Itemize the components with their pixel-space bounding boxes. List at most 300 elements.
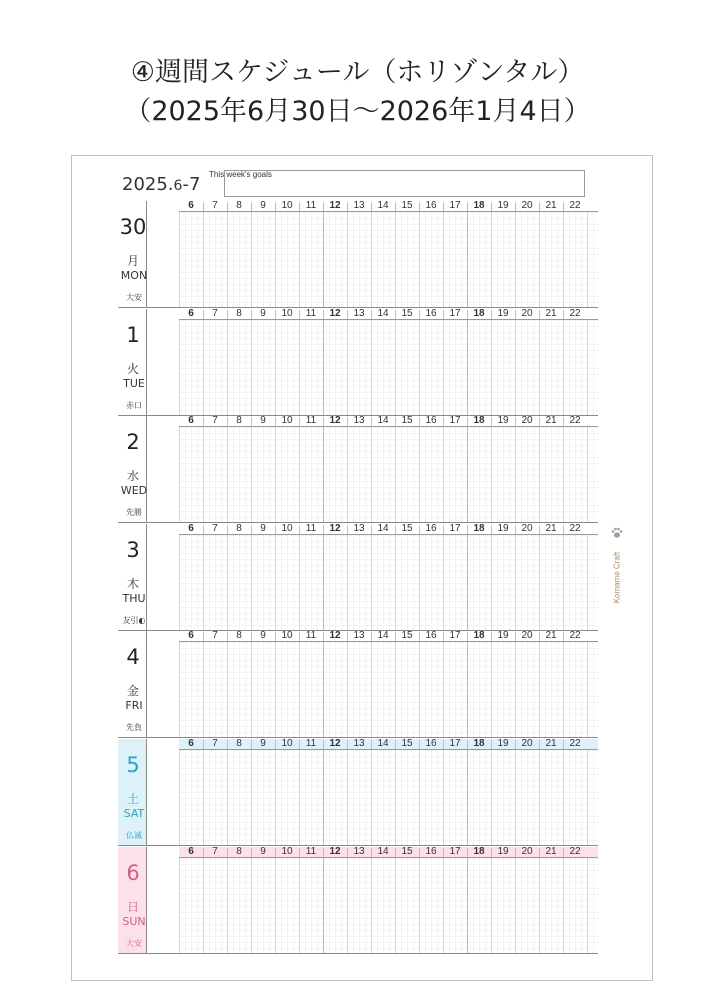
hour-label: 18 <box>473 630 485 642</box>
hour-label: 9 <box>260 415 266 427</box>
hour-divider <box>395 310 396 319</box>
hour-label: 10 <box>281 415 293 427</box>
hour-label: 8 <box>236 845 242 857</box>
hour-divider <box>395 525 396 534</box>
hour-label: 14 <box>377 630 389 642</box>
hour-divider <box>203 417 204 426</box>
hour-divider <box>323 848 324 857</box>
hour-label: 16 <box>425 522 437 534</box>
time-grid[interactable] <box>179 212 598 307</box>
hour-label: 17 <box>449 200 461 211</box>
hour-label: 16 <box>425 415 437 427</box>
hour-divider <box>539 740 540 749</box>
hour-label: 10 <box>281 307 293 319</box>
hour-label: 15 <box>401 200 413 211</box>
hour-label: 13 <box>353 738 365 749</box>
hour-label: 16 <box>425 738 437 749</box>
time-grid[interactable] <box>179 750 598 845</box>
day-number: 1 <box>126 322 140 347</box>
hour-divider <box>491 848 492 857</box>
hour-label: 9 <box>260 200 266 211</box>
hour-divider <box>419 632 420 641</box>
hour-label: 15 <box>401 307 413 319</box>
hour-label: 18 <box>473 738 485 749</box>
hour-divider <box>539 848 540 857</box>
hour-divider <box>539 632 540 641</box>
week-date-range <box>122 174 200 195</box>
time-grid[interactable] <box>179 320 598 415</box>
hour-divider <box>419 740 420 749</box>
hour-label: 17 <box>449 522 461 534</box>
hour-divider <box>275 202 276 211</box>
day-rokuyo: 先負 <box>126 723 142 733</box>
hour-divider <box>203 632 204 641</box>
hour-label: 13 <box>353 200 365 211</box>
day-weekday-kanji: 木 <box>126 576 139 591</box>
hour-label: 7 <box>212 415 218 427</box>
hour-label: 12 <box>329 415 341 427</box>
hour-header <box>179 201 598 212</box>
day-weekday-english: TUE <box>123 376 145 390</box>
hour-label: 20 <box>521 522 533 534</box>
time-grid[interactable] <box>179 535 598 630</box>
hour-label: 7 <box>212 522 218 534</box>
hour-divider <box>299 202 300 211</box>
day-number: 5 <box>126 753 140 777</box>
hour-label: 19 <box>497 738 509 749</box>
hour-label: 7 <box>212 200 218 211</box>
hour-label: 19 <box>497 630 509 642</box>
hour-label: 14 <box>377 738 389 749</box>
hour-label: 16 <box>425 200 437 211</box>
hour-label: 9 <box>260 738 266 749</box>
hour-divider <box>467 525 468 534</box>
hour-divider <box>371 202 372 211</box>
hour-label: 12 <box>329 738 341 749</box>
hour-label: 6 <box>188 307 194 319</box>
weekly-goals-label: This week's goals <box>209 170 272 179</box>
hour-divider <box>491 417 492 426</box>
hour-label: 8 <box>236 738 242 749</box>
hour-divider <box>323 525 324 534</box>
hour-label: 8 <box>236 630 242 642</box>
hour-label: 17 <box>449 738 461 749</box>
hour-label: 14 <box>377 307 389 319</box>
hour-divider <box>467 202 468 211</box>
hour-divider <box>371 848 372 857</box>
hour-divider <box>299 740 300 749</box>
hour-divider <box>443 525 444 534</box>
hour-divider <box>563 848 564 857</box>
hour-divider <box>251 525 252 534</box>
day-rokuyo: 赤口 <box>126 400 142 410</box>
day-label-column <box>118 201 147 308</box>
day-block <box>118 631 598 738</box>
hour-divider <box>227 632 228 641</box>
hour-label: 16 <box>425 307 437 319</box>
day-label-column <box>118 739 147 846</box>
hour-divider <box>515 632 516 641</box>
hour-label: 8 <box>236 307 242 319</box>
day-label-column <box>118 631 147 738</box>
hour-divider <box>275 740 276 749</box>
day-weekday-english: MON <box>120 269 148 282</box>
hour-divider <box>227 848 228 857</box>
day-weekday-kanji: 土 <box>126 792 139 806</box>
day-number: 30 <box>119 215 147 239</box>
hour-divider <box>563 525 564 534</box>
hour-divider <box>539 525 540 534</box>
hour-divider <box>299 525 300 534</box>
hour-divider <box>275 417 276 426</box>
hour-divider <box>347 632 348 641</box>
hour-label: 19 <box>497 845 509 857</box>
hour-label: 8 <box>236 200 242 211</box>
hour-label: 10 <box>281 630 293 642</box>
hour-label: 19 <box>497 522 509 534</box>
hour-label: 19 <box>497 307 509 319</box>
hour-label: 13 <box>353 845 365 857</box>
grid-dots <box>179 750 598 845</box>
hour-label: 6 <box>188 630 194 642</box>
hour-divider <box>395 632 396 641</box>
hour-divider <box>395 740 396 749</box>
hour-label: 11 <box>305 307 317 319</box>
hour-divider <box>251 740 252 749</box>
hour-divider <box>443 310 444 319</box>
hour-divider <box>515 525 516 534</box>
hour-divider <box>203 525 204 534</box>
hour-divider <box>203 202 204 211</box>
hour-divider <box>323 202 324 211</box>
hour-label: 18 <box>473 200 485 211</box>
hour-divider <box>347 310 348 319</box>
day-label-column <box>118 416 147 523</box>
hour-label: 12 <box>329 845 341 857</box>
hour-label: 22 <box>569 845 581 857</box>
hour-divider <box>563 740 564 749</box>
hour-label: 14 <box>377 845 389 857</box>
hour-divider <box>299 310 300 319</box>
day-block <box>118 309 598 416</box>
hour-divider <box>563 632 564 641</box>
hour-label: 15 <box>401 738 413 749</box>
day-rokuyo: 大安 <box>126 938 142 948</box>
hour-divider <box>227 417 228 426</box>
hour-divider <box>323 740 324 749</box>
day-block <box>118 201 598 308</box>
hour-divider <box>395 848 396 857</box>
weekly-goals <box>206 169 585 198</box>
hour-divider <box>515 202 516 211</box>
hour-divider <box>467 848 468 857</box>
hour-label: 20 <box>521 630 533 642</box>
hour-label: 20 <box>521 845 533 857</box>
grid-dots <box>179 427 598 522</box>
hour-divider <box>251 632 252 641</box>
hour-label: 20 <box>521 415 533 427</box>
hour-label: 20 <box>521 738 533 749</box>
hour-label: 13 <box>353 415 365 427</box>
day-number: 2 <box>126 430 140 455</box>
hour-divider <box>515 848 516 857</box>
range-tail: -7 <box>182 174 201 195</box>
hour-label: 13 <box>353 630 365 642</box>
hour-label: 21 <box>545 200 557 211</box>
hour-label: 21 <box>545 307 557 319</box>
hour-divider <box>227 525 228 534</box>
hour-label: 7 <box>212 307 218 319</box>
hour-label: 8 <box>236 415 242 427</box>
weekly-goals-box[interactable] <box>224 170 585 197</box>
hour-divider <box>347 525 348 534</box>
hour-divider <box>299 632 300 641</box>
time-grid[interactable] <box>179 427 598 522</box>
hour-label: 12 <box>329 200 341 211</box>
hour-divider <box>299 848 300 857</box>
hour-divider <box>371 417 372 426</box>
hour-label: 13 <box>353 307 365 319</box>
hour-divider <box>251 310 252 319</box>
hour-label: 10 <box>281 200 293 211</box>
hour-label: 16 <box>425 630 437 642</box>
page-subtitle: （2025年6月30日～2026年1月4日） <box>124 96 591 127</box>
hour-label: 22 <box>569 200 581 211</box>
day-block <box>118 739 598 846</box>
hour-label: 12 <box>329 522 341 534</box>
hour-label: 9 <box>260 630 266 642</box>
hour-divider <box>371 740 372 749</box>
hour-divider <box>275 310 276 319</box>
hour-divider <box>515 310 516 319</box>
hour-label: 22 <box>569 738 581 749</box>
hour-label: 22 <box>569 630 581 642</box>
hour-divider <box>203 740 204 749</box>
hour-label: 12 <box>329 630 341 642</box>
hour-divider <box>515 740 516 749</box>
hour-label: 22 <box>569 522 581 534</box>
hour-label: 21 <box>545 415 557 427</box>
brand-mark <box>608 527 626 607</box>
hour-label: 13 <box>353 522 365 534</box>
hour-divider <box>227 740 228 749</box>
hour-divider <box>347 417 348 426</box>
hour-label: 19 <box>497 200 509 211</box>
hour-divider <box>443 740 444 749</box>
day-block <box>118 524 598 631</box>
hour-divider <box>539 310 540 319</box>
grid-dots <box>179 642 598 737</box>
hour-divider <box>491 310 492 319</box>
hour-label: 10 <box>281 845 293 857</box>
range-month: 6 <box>173 178 183 194</box>
hour-label: 18 <box>473 522 485 534</box>
hour-label: 11 <box>305 522 317 534</box>
hour-label: 9 <box>260 845 266 857</box>
grid-dots <box>179 858 598 953</box>
range-year: 2025. <box>122 174 174 195</box>
hour-divider <box>467 310 468 319</box>
hour-label: 9 <box>260 307 266 319</box>
hour-divider <box>539 202 540 211</box>
hour-label: 22 <box>569 415 581 427</box>
hour-divider <box>251 417 252 426</box>
hour-label: 15 <box>401 415 413 427</box>
hour-header <box>179 631 598 642</box>
day-block <box>118 416 598 523</box>
hour-divider <box>419 202 420 211</box>
hour-divider <box>467 632 468 641</box>
day-weekday-kanji: 水 <box>126 469 139 484</box>
hour-divider <box>251 202 252 211</box>
hour-divider <box>563 417 564 426</box>
hour-divider <box>347 740 348 749</box>
hour-label: 14 <box>377 200 389 211</box>
hour-label: 6 <box>188 845 194 857</box>
hour-label: 21 <box>545 522 557 534</box>
hour-divider <box>323 632 324 641</box>
hour-label: 14 <box>377 415 389 427</box>
hour-divider <box>563 310 564 319</box>
day-weekday-english: SAT <box>123 807 145 820</box>
day-weekday-kanji: 日 <box>126 899 139 914</box>
hour-label: 12 <box>329 307 341 319</box>
hour-label: 15 <box>401 522 413 534</box>
hour-divider <box>323 310 324 319</box>
hour-divider <box>491 202 492 211</box>
hour-divider <box>227 310 228 319</box>
hour-divider <box>467 417 468 426</box>
hour-divider <box>227 202 228 211</box>
day-label-column <box>118 524 147 631</box>
hour-divider <box>419 310 420 319</box>
hour-label: 6 <box>188 738 194 749</box>
hour-label: 11 <box>305 845 317 857</box>
day-weekday-english: THU <box>122 591 146 605</box>
hour-label: 17 <box>449 630 461 642</box>
hour-divider <box>275 848 276 857</box>
hour-divider <box>563 202 564 211</box>
hour-label: 6 <box>188 200 194 211</box>
hour-divider <box>491 525 492 534</box>
time-grid[interactable] <box>179 858 598 953</box>
hour-divider <box>275 525 276 534</box>
day-divider <box>118 953 598 954</box>
hour-label: 15 <box>401 845 413 857</box>
hour-divider <box>299 417 300 426</box>
hour-divider <box>491 740 492 749</box>
day-number: 4 <box>126 645 140 670</box>
day-weekday-kanji: 金 <box>126 684 139 699</box>
hour-label: 7 <box>212 630 218 642</box>
hour-label: 21 <box>545 845 557 857</box>
hour-divider <box>443 848 444 857</box>
hour-divider <box>251 848 252 857</box>
day-block <box>118 847 598 954</box>
hour-divider <box>347 202 348 211</box>
hour-divider <box>371 310 372 319</box>
brand-text: Komame Craft <box>612 551 622 604</box>
hour-label: 11 <box>305 630 317 642</box>
hour-divider <box>443 417 444 426</box>
hour-label: 6 <box>188 522 194 534</box>
hour-divider <box>275 632 276 641</box>
hour-divider <box>323 417 324 426</box>
hour-label: 17 <box>449 307 461 319</box>
page-title: ④週間スケジュール（ホリゾンタル） <box>130 57 585 88</box>
hour-label: 17 <box>449 845 461 857</box>
hour-divider <box>371 632 372 641</box>
day-weekday-english: FRI <box>125 699 143 713</box>
grid-dots <box>179 535 598 630</box>
day-number: 3 <box>126 537 140 562</box>
hour-label: 8 <box>236 522 242 534</box>
time-grid[interactable] <box>179 642 598 737</box>
hour-label: 21 <box>545 738 557 749</box>
hour-label: 14 <box>377 522 389 534</box>
hour-label: 18 <box>473 415 485 427</box>
grid-dots <box>179 320 598 415</box>
hour-divider <box>491 632 492 641</box>
hour-label: 11 <box>305 200 317 211</box>
hour-header <box>179 739 598 750</box>
hour-label: 20 <box>521 200 533 211</box>
hour-divider <box>443 202 444 211</box>
hour-divider <box>371 525 372 534</box>
day-weekday-english: SUN <box>122 914 146 928</box>
hour-label: 7 <box>212 845 218 857</box>
hour-header <box>179 309 598 320</box>
hour-label: 10 <box>281 522 293 534</box>
day-label-column <box>118 847 147 954</box>
hour-divider <box>395 202 396 211</box>
grid-dots <box>179 212 598 307</box>
day-rokuyo: 友引◐ <box>122 615 146 625</box>
hour-divider <box>515 417 516 426</box>
hour-divider <box>203 848 204 857</box>
hour-label: 16 <box>425 845 437 857</box>
hour-label: 10 <box>281 738 293 749</box>
day-number: 6 <box>126 860 140 885</box>
day-rokuyo: 仏滅 <box>126 831 142 840</box>
hour-label: 9 <box>260 522 266 534</box>
hour-label: 7 <box>212 738 218 749</box>
hour-label: 22 <box>569 307 581 319</box>
hour-header <box>179 524 598 535</box>
hour-divider <box>419 525 420 534</box>
day-rokuyo: 先勝 <box>126 508 142 518</box>
hour-label: 18 <box>473 307 485 319</box>
day-weekday-kanji: 月 <box>126 254 139 268</box>
hour-header <box>179 416 598 427</box>
hour-divider <box>419 848 420 857</box>
hour-label: 18 <box>473 845 485 857</box>
hour-label: 21 <box>545 630 557 642</box>
hour-divider <box>467 740 468 749</box>
hour-label: 17 <box>449 415 461 427</box>
hour-label: 6 <box>188 415 194 427</box>
day-rokuyo: 大安 <box>126 293 142 302</box>
hour-divider <box>539 417 540 426</box>
hour-label: 19 <box>497 415 509 427</box>
hour-divider <box>203 310 204 319</box>
day-weekday-english: WED <box>120 484 148 498</box>
hour-divider <box>443 632 444 641</box>
hour-divider <box>395 417 396 426</box>
hour-divider <box>347 848 348 857</box>
day-label-column <box>118 309 147 416</box>
hour-label: 20 <box>521 307 533 319</box>
